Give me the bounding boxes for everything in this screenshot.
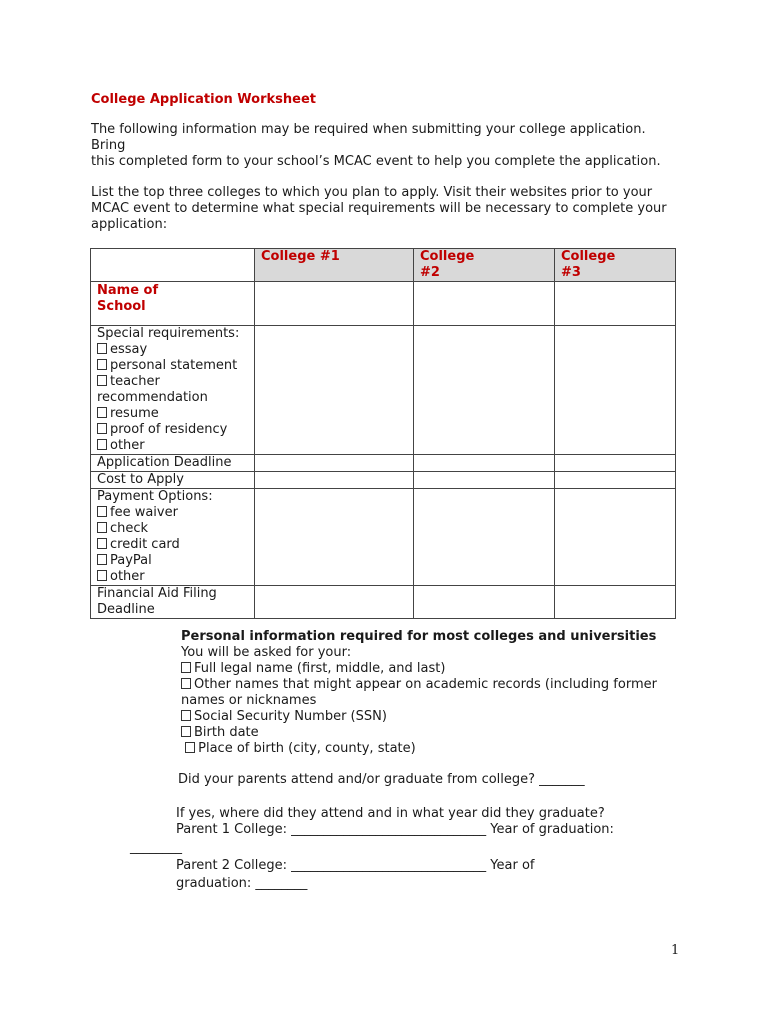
checkbox-icon[interactable] bbox=[181, 678, 191, 689]
intro-line: this completed form to your school’s MCAC event to help you complete the application. bbox=[91, 154, 661, 169]
finaid-college-1-field[interactable] bbox=[255, 586, 414, 619]
special-item-teacher: teacher bbox=[97, 374, 248, 390]
school-label: School bbox=[97, 299, 146, 314]
table-row-payment bbox=[91, 489, 676, 586]
checkbox-icon[interactable] bbox=[97, 423, 107, 434]
payment-item-other: other bbox=[97, 569, 248, 585]
checkbox-icon[interactable] bbox=[97, 522, 107, 533]
name-college-1-field[interactable] bbox=[255, 282, 414, 326]
intro-line: The following information may be required when submitting your college application. bbox=[91, 122, 646, 137]
table-header-row bbox=[91, 249, 676, 282]
payment-college-2-field[interactable] bbox=[414, 489, 555, 586]
checkbox-icon[interactable] bbox=[97, 570, 107, 581]
checkbox-icon[interactable] bbox=[97, 554, 107, 565]
checkbox-icon[interactable] bbox=[97, 359, 107, 370]
special-college-3-field[interactable] bbox=[555, 326, 676, 455]
checkbox-icon[interactable] bbox=[181, 662, 191, 673]
special-college-2-field[interactable] bbox=[414, 326, 555, 455]
payment-item-check: check bbox=[97, 521, 248, 537]
cost-college-3-field[interactable] bbox=[555, 472, 676, 489]
row-label-payment bbox=[91, 489, 255, 586]
checkbox-icon[interactable] bbox=[97, 407, 107, 418]
parent-2-college-line: Parent 2 College: ______________________________ Year of bbox=[176, 858, 535, 873]
name-of-label: Name of bbox=[97, 283, 159, 298]
payment-options-label: Payment Options: bbox=[97, 489, 213, 504]
payment-item-fee-waiver: fee waiver bbox=[97, 505, 248, 521]
instructions-line: application: bbox=[91, 217, 168, 232]
header-college-1 bbox=[255, 249, 414, 282]
row-label-name bbox=[91, 282, 255, 326]
parents-followup-question: If yes, where did they attend and in what year did they graduate? bbox=[176, 806, 605, 821]
name-college-3-field[interactable] bbox=[555, 282, 676, 326]
checkbox-icon[interactable] bbox=[97, 343, 107, 354]
row-label-deadline: Application Deadline bbox=[91, 455, 255, 472]
parent-2-year-line: graduation: ________ bbox=[176, 876, 308, 891]
instructions-line: List the top three colleges to which you plan to apply. Visit their websites prior to your bbox=[91, 185, 653, 200]
personal-info-section bbox=[181, 629, 657, 757]
checkbox-icon[interactable] bbox=[185, 742, 195, 753]
checkbox-icon[interactable] bbox=[97, 439, 107, 450]
instructions-paragraph bbox=[91, 185, 691, 233]
college-worksheet-table bbox=[90, 248, 676, 619]
special-item-other: other bbox=[97, 438, 248, 454]
header-college-3 bbox=[555, 249, 676, 282]
checkbox-icon[interactable] bbox=[181, 726, 191, 737]
row-label-cost: Cost to Apply bbox=[91, 472, 255, 489]
table-row-name bbox=[91, 282, 676, 326]
payment-item-credit-card: credit card bbox=[97, 537, 248, 553]
deadline-college-1-field[interactable] bbox=[255, 455, 414, 472]
checkbox-icon[interactable] bbox=[97, 375, 107, 386]
deadline-college-3-field[interactable] bbox=[555, 455, 676, 472]
payment-item-paypal: PayPal bbox=[97, 553, 248, 569]
college-2-label: College bbox=[420, 249, 475, 264]
row-label-special bbox=[91, 326, 255, 455]
parent-1-year-blank: ________ bbox=[130, 840, 182, 855]
college-3-number: #3 bbox=[561, 265, 581, 280]
college-3-label: College bbox=[561, 249, 616, 264]
personal-item-other-names: Other names that might appear on academic records (including former bbox=[181, 677, 657, 693]
special-item-resume: resume bbox=[97, 406, 248, 422]
special-requirements-label: Special requirements: bbox=[97, 326, 240, 341]
cost-college-2-field[interactable] bbox=[414, 472, 555, 489]
personal-item-legal-name: Full legal name (first, middle, and last) bbox=[181, 661, 657, 677]
table-row-cost bbox=[91, 472, 676, 489]
college-2-number: #2 bbox=[420, 265, 440, 280]
special-item-essay: essay bbox=[97, 342, 248, 358]
special-item-recommendation: recommendation bbox=[97, 390, 208, 405]
college-1-label: College #1 bbox=[261, 249, 340, 264]
header-blank-cell bbox=[91, 249, 255, 282]
personal-item-birth-place: Place of birth (city, county, state) bbox=[181, 741, 657, 757]
personal-info-heading: Personal information required for most colleges and universities bbox=[181, 629, 657, 644]
checkbox-icon[interactable] bbox=[97, 538, 107, 549]
deadline-college-2-field[interactable] bbox=[414, 455, 555, 472]
special-item-proof-of-residency: proof of residency bbox=[97, 422, 248, 438]
page-number: 1 bbox=[671, 943, 680, 958]
finaid-college-3-field[interactable] bbox=[555, 586, 676, 619]
personal-info-intro: You will be asked for your: bbox=[181, 645, 352, 660]
financial-aid-deadline-label: Deadline bbox=[97, 602, 155, 617]
personal-item-other-names-cont: names or nicknames bbox=[181, 693, 317, 708]
checkbox-icon[interactable] bbox=[97, 506, 107, 517]
personal-item-birth-date: Birth date bbox=[181, 725, 657, 741]
special-college-1-field[interactable] bbox=[255, 326, 414, 455]
financial-aid-label: Financial Aid Filing bbox=[97, 586, 217, 601]
parents-college-question: Did your parents attend and/or graduate from college? _______ bbox=[178, 772, 585, 787]
name-college-2-field[interactable] bbox=[414, 282, 555, 326]
table-row-special-requirements bbox=[91, 326, 676, 455]
header-college-2 bbox=[414, 249, 555, 282]
payment-college-3-field[interactable] bbox=[555, 489, 676, 586]
row-label-financial-aid bbox=[91, 586, 255, 619]
worksheet-title: College Application Worksheet bbox=[91, 92, 316, 107]
personal-item-ssn: Social Security Number (SSN) bbox=[181, 709, 657, 725]
checkbox-icon[interactable] bbox=[181, 710, 191, 721]
table-row-deadline bbox=[91, 455, 676, 472]
instructions-line: MCAC event to determine what special requirements will be necessary to complete your bbox=[91, 201, 667, 216]
special-item-personal-statement: personal statement bbox=[97, 358, 248, 374]
finaid-college-2-field[interactable] bbox=[414, 586, 555, 619]
intro-line: Bring bbox=[91, 138, 126, 153]
table-row-financial-aid bbox=[91, 586, 676, 619]
intro-paragraph bbox=[91, 122, 691, 170]
cost-college-1-field[interactable] bbox=[255, 472, 414, 489]
payment-college-1-field[interactable] bbox=[255, 489, 414, 586]
parent-1-college-line: Parent 1 College: ______________________________ Year of graduation: bbox=[176, 822, 614, 837]
